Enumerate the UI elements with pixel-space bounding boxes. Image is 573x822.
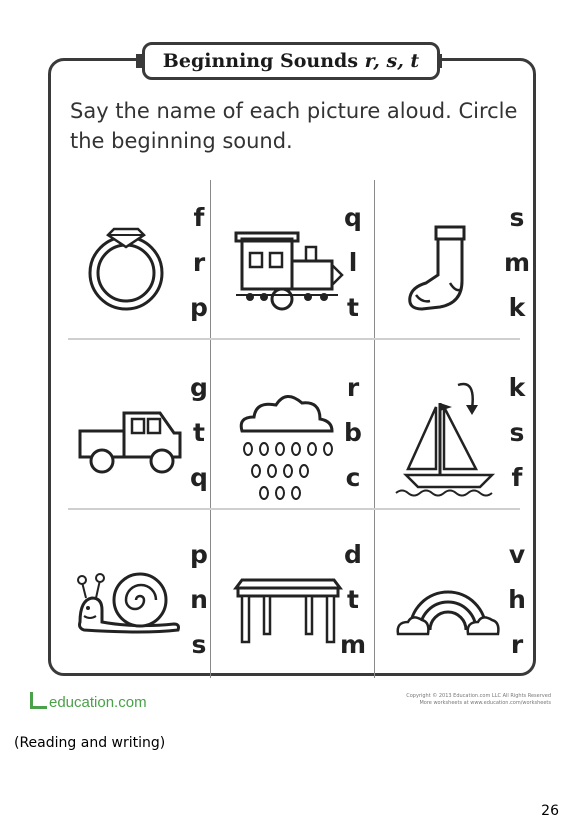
letter-choice[interactable]: k <box>508 373 526 402</box>
instructions: Say the name of each picture aloud. Circle the beginning sound. <box>70 99 518 153</box>
letter-choice[interactable]: t <box>193 418 205 447</box>
copyright-line-1: Copyright © 2013 Education.com LLC All Rights Reserved <box>406 693 551 699</box>
cell-9 <box>378 522 538 682</box>
letter-choice[interactable]: l <box>348 248 358 277</box>
copyright-line-2: More worksheets at www.education.com/worksheets <box>419 700 551 706</box>
table-icon <box>228 540 338 650</box>
cell-4 <box>60 355 220 515</box>
letter-choice[interactable]: v <box>508 540 526 569</box>
letter-choice[interactable]: m <box>339 630 367 659</box>
letter-choice[interactable]: p <box>190 540 208 569</box>
cell-3 <box>378 185 538 345</box>
letter-choice[interactable]: s <box>191 630 207 659</box>
letter-choice[interactable]: h <box>508 585 526 614</box>
worksheet-title <box>142 42 440 80</box>
letter-choice[interactable]: r <box>192 248 206 277</box>
cell-2 <box>214 185 374 345</box>
education-logo[interactable] <box>30 692 147 711</box>
letter-choice[interactable]: m <box>503 248 531 277</box>
letter-choice[interactable]: b <box>344 418 362 447</box>
sock-icon <box>392 203 502 313</box>
letter-choice[interactable]: r <box>510 630 524 659</box>
sailboat-icon <box>392 373 502 483</box>
letter-choice[interactable]: q <box>190 463 208 492</box>
letter-choice[interactable]: q <box>344 203 362 232</box>
letter-choice[interactable]: c <box>345 463 361 492</box>
train-icon <box>228 203 338 313</box>
letter-choice[interactable]: g <box>190 373 208 402</box>
letter-choices <box>338 365 368 500</box>
rain-cloud-icon <box>228 373 338 483</box>
letter-choices <box>502 365 532 500</box>
letter-choice[interactable]: r <box>346 373 360 402</box>
caption: (Reading and writing) <box>14 735 166 751</box>
cell-8 <box>214 522 374 682</box>
logo-text: education.com <box>49 694 147 711</box>
letter-choices <box>502 532 532 667</box>
grid-vline-2 <box>374 180 375 678</box>
cell-5 <box>214 355 374 515</box>
title-letters: r, s, t <box>364 50 420 72</box>
rainbow-icon <box>392 540 502 650</box>
letter-choices <box>184 195 214 330</box>
letter-choices <box>184 532 214 667</box>
letter-choice[interactable]: t <box>347 293 359 322</box>
letter-choices <box>338 195 368 330</box>
letter-choices <box>184 365 214 500</box>
letter-choice[interactable]: f <box>193 203 205 232</box>
cell-1 <box>60 185 220 345</box>
letter-choices <box>502 195 532 330</box>
ring-icon <box>74 203 184 313</box>
page-number: 26 <box>541 803 559 819</box>
truck-icon <box>74 373 184 483</box>
title-main: Beginning Sounds <box>162 50 359 72</box>
copyright-notice <box>351 693 551 707</box>
cell-6 <box>378 355 538 515</box>
snail-icon <box>74 540 184 650</box>
leaf-logo-icon <box>30 692 47 709</box>
cell-7 <box>60 522 220 682</box>
letter-choice[interactable]: f <box>511 463 523 492</box>
letter-choice[interactable]: d <box>344 540 362 569</box>
letter-choice[interactable]: s <box>509 418 525 447</box>
letter-choice[interactable]: t <box>347 585 359 614</box>
letter-choice[interactable]: n <box>190 585 208 614</box>
letter-choice[interactable]: p <box>190 293 208 322</box>
letter-choices <box>338 532 368 667</box>
letter-choice[interactable]: k <box>508 293 526 322</box>
letter-choice[interactable]: s <box>509 203 525 232</box>
